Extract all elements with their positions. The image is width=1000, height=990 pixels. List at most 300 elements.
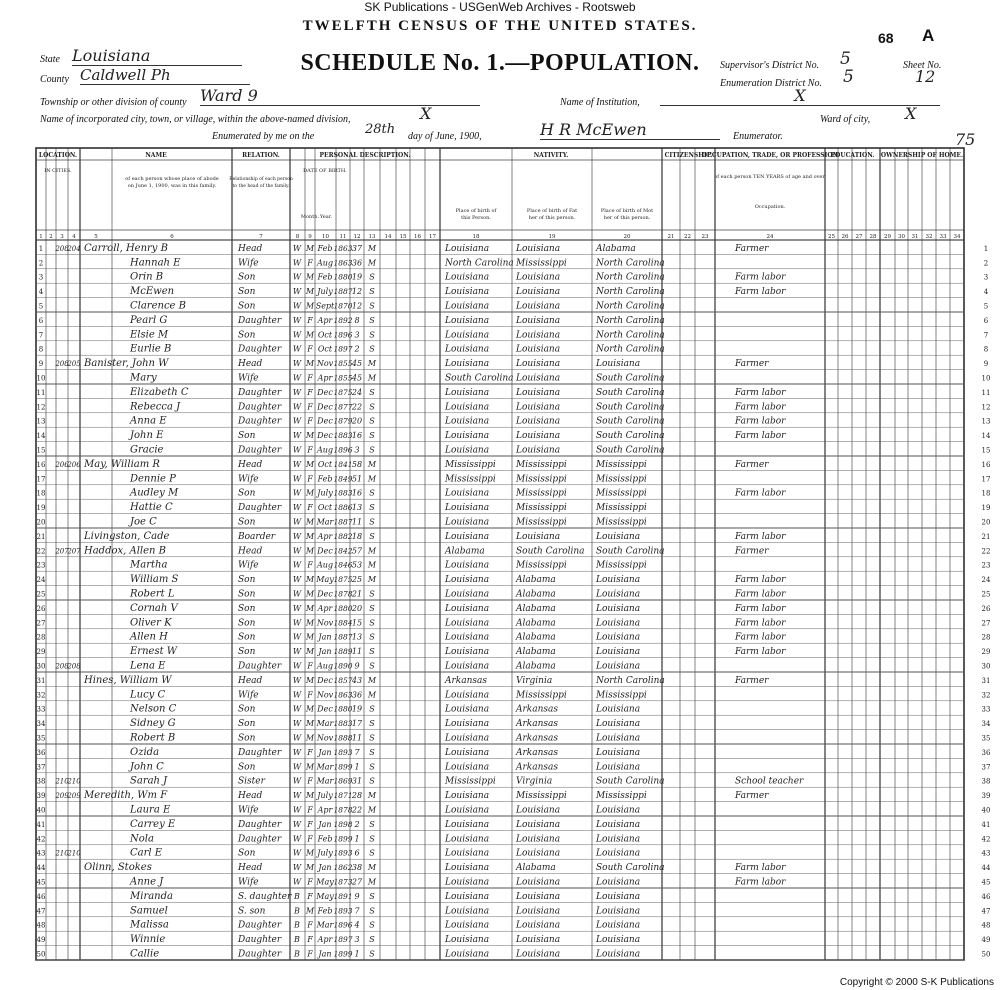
birthplace-mother: North Carolina xyxy=(596,330,665,341)
birthplace-person: Louisiana xyxy=(445,488,490,499)
birth-month: Dec xyxy=(317,589,333,599)
age: 28 xyxy=(351,791,363,801)
sex: M xyxy=(305,330,315,340)
row-number-right: 18 xyxy=(981,489,991,498)
color-race: W xyxy=(292,546,302,556)
age: 27 xyxy=(351,877,363,887)
column-number: 23 xyxy=(701,234,709,240)
color-race: W xyxy=(292,416,302,426)
person-name: Cornah V xyxy=(130,602,178,614)
birthplace-person: Louisiana xyxy=(445,445,490,456)
birthplace-person: South Carolina xyxy=(445,373,514,384)
birthplace-mother: Louisiana xyxy=(596,359,641,370)
birth-year: 1841 xyxy=(333,459,353,469)
age: 43 xyxy=(351,675,363,685)
person-name: John E xyxy=(130,430,164,442)
age: 12 xyxy=(351,301,363,311)
birth-year: 1883 xyxy=(333,488,353,498)
birth-month: Dec xyxy=(317,704,333,714)
birth-year: 1887 xyxy=(333,287,353,297)
birth-year: 1893 xyxy=(333,848,353,858)
age: 2 xyxy=(354,344,360,354)
birthplace-person: Louisiana xyxy=(445,618,490,629)
birthplace-person: Louisiana xyxy=(445,747,490,758)
sex: M xyxy=(305,589,315,599)
birthplace-person: Louisiana xyxy=(445,949,490,960)
birthplace-person: Louisiana xyxy=(445,920,490,931)
age: 11 xyxy=(351,517,363,527)
marital-status: S xyxy=(369,402,375,412)
birthplace-person: Louisiana xyxy=(445,531,490,542)
row-number: 22 xyxy=(36,547,46,556)
color-race: W xyxy=(292,848,302,858)
marital-status: S xyxy=(369,719,375,729)
row-number-right: 27 xyxy=(981,619,991,628)
birthplace-mother: Mississippi xyxy=(596,503,647,514)
age: 7 xyxy=(354,906,360,916)
dwelling-number: 210 xyxy=(55,777,69,786)
birthplace-mother: North Carolina xyxy=(596,315,665,326)
birth-year: 1887 xyxy=(333,517,353,527)
birth-year: 1873 xyxy=(333,877,353,887)
birthplace-father: Louisiana xyxy=(516,344,561,355)
column-number: 26 xyxy=(841,234,849,240)
column-group-header: CITIZENSHIP. xyxy=(664,152,713,159)
color-race: W xyxy=(292,834,302,844)
birthplace-mother: Louisiana xyxy=(596,834,641,845)
supervisor-label: Supervisor's District No. xyxy=(720,60,820,71)
age: 1 xyxy=(354,834,360,844)
person-name: Pearl G xyxy=(130,314,168,326)
age: 13 xyxy=(351,503,363,513)
relation: Daughter xyxy=(238,747,282,758)
column-number: 1 xyxy=(39,234,43,240)
person-name: Dennie P xyxy=(130,473,176,485)
dwelling-number: 209 xyxy=(55,792,69,801)
column-number: 24 xyxy=(766,234,774,240)
birthplace-mother: Louisiana xyxy=(596,719,641,730)
birth-month: Jan xyxy=(318,819,332,829)
row-number-right: 43 xyxy=(981,849,991,858)
row-number-right: 25 xyxy=(981,590,991,599)
relation: Wife xyxy=(238,258,259,269)
birth-year: 1875 xyxy=(333,387,353,397)
person-name: Anne J xyxy=(130,876,164,888)
row-number: 8 xyxy=(38,345,44,354)
row-number-right: 48 xyxy=(981,921,991,930)
color-race: W xyxy=(292,402,302,412)
birth-year: 1877 xyxy=(333,402,353,412)
row-number: 23 xyxy=(36,561,46,570)
color-race: W xyxy=(292,863,302,873)
row-number: 15 xyxy=(36,446,46,455)
row-number-right: 29 xyxy=(981,648,991,657)
birthplace-mother: South Carolina xyxy=(596,387,665,398)
sex: M xyxy=(305,704,315,714)
age: 17 xyxy=(351,719,363,729)
sheet-label: Sheet No. xyxy=(903,60,942,71)
birthplace-person: Louisiana xyxy=(445,603,490,614)
color-race: W xyxy=(292,531,302,541)
person-name: Meredith, Wm F xyxy=(84,790,168,802)
birthplace-father: Louisiana xyxy=(516,359,561,370)
row-number-right: 19 xyxy=(981,504,991,513)
marital-status: M xyxy=(367,805,377,815)
marital-status: M xyxy=(367,560,377,570)
marital-status: S xyxy=(369,776,375,786)
relation: Son xyxy=(238,301,256,312)
row-number: 7 xyxy=(38,331,44,340)
birthplace-mother: Louisiana xyxy=(596,920,641,931)
birth-month: Aug xyxy=(316,560,334,570)
row-number-right: 41 xyxy=(981,820,991,829)
birthplace-father: Louisiana xyxy=(516,445,561,456)
birth-year: 1862 xyxy=(333,863,353,873)
sex: M xyxy=(305,575,315,585)
occupation: Farm labor xyxy=(735,877,786,888)
occupation: Farmer xyxy=(735,791,769,802)
marital-status: S xyxy=(369,344,375,354)
age: 3 xyxy=(354,330,360,340)
birth-month: July xyxy=(317,287,333,297)
column-number: 7 xyxy=(259,234,263,240)
age: 45 xyxy=(351,359,363,369)
row-number: 33 xyxy=(36,705,46,714)
birth-month: Aug xyxy=(316,258,334,268)
column-number: 30 xyxy=(898,234,905,240)
birth-month: May xyxy=(316,575,334,585)
marital-status: M xyxy=(367,690,377,700)
birthplace-father: Louisiana xyxy=(516,287,561,298)
row-number: 3 xyxy=(38,273,44,282)
birthplace-father: South Carolina xyxy=(516,546,585,557)
person-name: Sarah J xyxy=(130,775,168,787)
relation: Wife xyxy=(238,877,259,888)
birthplace-mother: Mississippi xyxy=(596,517,647,528)
color-race: W xyxy=(292,618,302,628)
row-number: 13 xyxy=(36,417,46,426)
birthplace-father: Arkansas xyxy=(516,747,559,758)
row-number: 36 xyxy=(36,748,46,757)
dwelling-number: 207 xyxy=(55,547,69,556)
birthplace-mother: Louisiana xyxy=(596,589,641,600)
person-name: Ernest W xyxy=(130,646,178,658)
age: 3 xyxy=(354,935,360,945)
birth-year: 1899 xyxy=(333,949,353,959)
row-number-right: 26 xyxy=(981,604,991,613)
person-name: Mary xyxy=(130,372,157,384)
birth-month: Apr xyxy=(317,531,333,541)
sex: M xyxy=(305,546,315,556)
birthplace-mother: North Carolina xyxy=(596,675,665,686)
column-number: 2 xyxy=(49,234,53,240)
age: 1 xyxy=(354,949,360,959)
birth-month: Aug xyxy=(316,445,334,455)
birthplace-father: Louisiana xyxy=(516,920,561,931)
marital-status: S xyxy=(369,431,375,441)
sex: M xyxy=(305,301,315,311)
relation: Wife xyxy=(238,560,259,571)
person-name: Gracie xyxy=(130,444,164,456)
row-number: 49 xyxy=(36,936,46,945)
row-number: 5 xyxy=(38,302,44,311)
birthplace-mother: South Carolina xyxy=(596,373,665,384)
birth-month: July xyxy=(317,488,333,498)
birthplace-father: Mississippi xyxy=(516,488,567,499)
institution-value: X xyxy=(660,86,940,106)
person-name: Martha xyxy=(130,559,168,571)
sex: F xyxy=(307,661,313,671)
color-race: W xyxy=(292,344,302,354)
row-number-right: 17 xyxy=(981,475,991,484)
age: 16 xyxy=(351,488,363,498)
column-group-header: NATIVITY. xyxy=(533,152,569,159)
row-number: 45 xyxy=(36,878,46,887)
birthplace-father: Mississippi xyxy=(516,791,567,802)
birthplace-mother: South Carolina xyxy=(596,776,665,787)
ward-label: Ward of city, xyxy=(820,114,871,125)
occupation: Farm labor xyxy=(735,287,786,298)
person-name: Clarence B xyxy=(130,300,186,312)
relation: Son xyxy=(238,603,256,614)
page-number: 68 xyxy=(878,30,894,46)
birth-year: 1896 xyxy=(333,330,353,340)
relation: Head xyxy=(238,675,263,686)
birthplace-father: Alabama xyxy=(516,618,556,629)
subheader-relation-cont: to the head of the family. xyxy=(232,184,290,189)
birthplace-person: Louisiana xyxy=(445,416,490,427)
age: 51 xyxy=(351,474,363,484)
institution-label: Name of Institution, xyxy=(560,97,640,108)
sex: M xyxy=(305,719,315,729)
color-race: W xyxy=(292,445,302,455)
age: 9 xyxy=(354,661,360,671)
enumerated-label: Enumerated by me on the xyxy=(212,131,315,142)
sex: M xyxy=(305,287,315,297)
birthplace-father: Alabama xyxy=(516,661,556,672)
column-number: 33 xyxy=(939,234,947,240)
birth-year: 1878 xyxy=(333,589,353,599)
birthplace-mother: Louisiana xyxy=(596,618,641,629)
sex: F xyxy=(307,891,313,901)
row-number-right: 12 xyxy=(981,403,991,412)
occupation: Farmer xyxy=(735,459,769,470)
relation: Son xyxy=(238,431,256,442)
birth-year: 1889 xyxy=(333,647,353,657)
birthplace-mother: Louisiana xyxy=(596,632,641,643)
row-number-right: 50 xyxy=(981,950,991,959)
ward-value: X xyxy=(905,104,917,123)
column-number: 6 xyxy=(170,234,174,240)
age: 37 xyxy=(351,243,363,253)
color-race: W xyxy=(292,589,302,599)
color-race: W xyxy=(292,503,302,513)
birth-month: July xyxy=(317,848,333,858)
row-number-right: 11 xyxy=(981,388,991,397)
color-race: W xyxy=(292,330,302,340)
row-number: 16 xyxy=(36,460,46,469)
row-number: 46 xyxy=(36,892,46,901)
person-name: Oliver K xyxy=(130,617,172,629)
column-group-header: RELATION. xyxy=(242,152,280,159)
sex: F xyxy=(307,834,313,844)
subheader-year: Year. xyxy=(319,214,333,220)
birth-month: Feb xyxy=(317,834,333,844)
row-number-right: 5 xyxy=(983,302,989,311)
birthplace-father: Mississippi xyxy=(516,560,567,571)
row-number: 4 xyxy=(38,288,44,297)
birth-year: 1875 xyxy=(333,575,353,585)
birthplace-father: Louisiana xyxy=(516,891,561,902)
sex: M xyxy=(305,603,315,613)
subheader-occupation: Occupation. xyxy=(754,204,786,210)
row-number-right: 2 xyxy=(983,259,989,268)
marital-status: S xyxy=(369,301,375,311)
row-number-right: 23 xyxy=(981,561,991,570)
relation: Son xyxy=(238,632,256,643)
marital-status: S xyxy=(369,287,375,297)
marital-status: M xyxy=(367,243,377,253)
column-number: 18 xyxy=(472,234,480,240)
age: 6 xyxy=(354,848,360,858)
age: 58 xyxy=(351,459,363,469)
birthplace-person: Louisiana xyxy=(445,330,490,341)
birth-year: 1888 xyxy=(333,733,353,743)
color-race: W xyxy=(292,877,302,887)
birth-month: Jan xyxy=(318,863,332,873)
person-name: Robert B xyxy=(130,732,176,744)
occupation: Farmer xyxy=(735,675,769,686)
birth-month: Jan xyxy=(318,949,332,959)
marital-status: S xyxy=(369,819,375,829)
birthplace-person: Louisiana xyxy=(445,344,490,355)
person-name: Carl E xyxy=(130,847,163,859)
row-number-right: 21 xyxy=(981,532,991,541)
row-number: 9 xyxy=(38,360,44,369)
column-number: 25 xyxy=(828,234,835,240)
birthplace-father: Alabama xyxy=(516,603,556,614)
marital-status: S xyxy=(369,747,375,757)
birthplace-father: Arkansas xyxy=(516,719,559,730)
subheader-relation: Relationship of each person xyxy=(229,177,293,182)
color-race: W xyxy=(292,287,302,297)
birth-month: Oct xyxy=(317,459,333,469)
marital-status: S xyxy=(369,387,375,397)
relation: Son xyxy=(238,517,256,528)
birthplace-person: Louisiana xyxy=(445,301,490,312)
birth-month: Oct xyxy=(317,503,333,513)
dwelling-number: 206 xyxy=(55,460,69,469)
sex: M xyxy=(305,863,315,873)
birth-month: May xyxy=(316,877,334,887)
sex: M xyxy=(305,906,315,916)
age: 8 xyxy=(354,315,360,325)
sex: F xyxy=(307,949,313,959)
color-race: W xyxy=(292,517,302,527)
birth-month: Apr xyxy=(317,805,333,815)
row-number: 43 xyxy=(36,849,46,858)
color-race: B xyxy=(294,906,300,916)
person-name: Rebecca J xyxy=(130,401,181,413)
color-race: B xyxy=(294,891,300,901)
marital-status: S xyxy=(369,935,375,945)
sex: M xyxy=(305,762,315,772)
relation: Head xyxy=(238,459,263,470)
birthplace-father: Louisiana xyxy=(516,805,561,816)
enumeration-value: 5 xyxy=(843,67,854,87)
birthplace-mother: Alabama xyxy=(596,243,636,254)
subheader-occupation-desc: of each person TEN YEARS of age and over. xyxy=(714,174,826,180)
occupation: Farmer xyxy=(735,243,769,254)
marital-status: S xyxy=(369,445,375,455)
sex: F xyxy=(307,920,313,930)
birthplace-person: Louisiana xyxy=(445,805,490,816)
color-race: W xyxy=(292,733,302,743)
birthplace-person: Arkansas xyxy=(445,675,488,686)
sex: M xyxy=(305,272,315,282)
column-group-header: PERSONAL DESCRIPTION. xyxy=(319,152,411,159)
birthplace-mother: Louisiana xyxy=(596,906,641,917)
birthplace-father: Mississippi xyxy=(516,258,567,269)
row-number-right: 49 xyxy=(981,936,991,945)
birthplace-person: Louisiana xyxy=(445,315,490,326)
occupation: Farm labor xyxy=(735,387,786,398)
city-label: Name of incorporated city, town, or village, within the above-named division, xyxy=(40,114,351,125)
column-number: 27 xyxy=(855,234,863,240)
birthplace-father: Mississippi xyxy=(516,459,567,470)
birthplace-mother: Mississippi xyxy=(596,560,647,571)
marital-status: S xyxy=(369,661,375,671)
relation: Sister xyxy=(238,776,265,787)
sex: F xyxy=(307,560,313,570)
color-race: W xyxy=(292,560,302,570)
column-number: 13 xyxy=(368,234,376,240)
color-race: W xyxy=(292,719,302,729)
birthplace-mother: North Carolina xyxy=(596,272,665,283)
relation: Son xyxy=(238,704,256,715)
birthplace-mother: Louisiana xyxy=(596,531,641,542)
birthplace-father: Louisiana xyxy=(516,819,561,830)
birth-month: Dec xyxy=(317,546,333,556)
marital-status: S xyxy=(369,531,375,541)
birthplace-mother: Louisiana xyxy=(596,575,641,586)
birthplace-mother: South Carolina xyxy=(596,445,665,456)
subheader-pob-mother: Place of birth of Mot xyxy=(600,208,654,214)
birth-year: 1899 xyxy=(333,762,353,772)
color-race: W xyxy=(292,474,302,484)
sex: M xyxy=(305,675,315,685)
birthplace-father: Louisiana xyxy=(516,272,561,283)
relation: Daughter xyxy=(238,416,282,427)
birthplace-father: Mississippi xyxy=(516,503,567,514)
row-number-right: 16 xyxy=(981,460,991,469)
row-number: 12 xyxy=(36,403,46,412)
relation: Wife xyxy=(238,373,259,384)
birthplace-mother: Mississippi xyxy=(596,791,647,802)
person-name: John C xyxy=(130,761,164,773)
person-name: Haddox, Allen B xyxy=(84,545,167,557)
marital-status: S xyxy=(369,891,375,901)
row-number-right: 32 xyxy=(981,691,991,700)
person-name: Laura E xyxy=(130,804,171,816)
sex: F xyxy=(307,258,313,268)
birth-year: 1887 xyxy=(333,632,353,642)
birth-month: Feb xyxy=(317,243,333,253)
row-number-right: 34 xyxy=(981,720,991,729)
birthplace-person: Louisiana xyxy=(445,719,490,730)
relation: Son xyxy=(238,618,256,629)
column-number: 10 xyxy=(322,234,329,240)
